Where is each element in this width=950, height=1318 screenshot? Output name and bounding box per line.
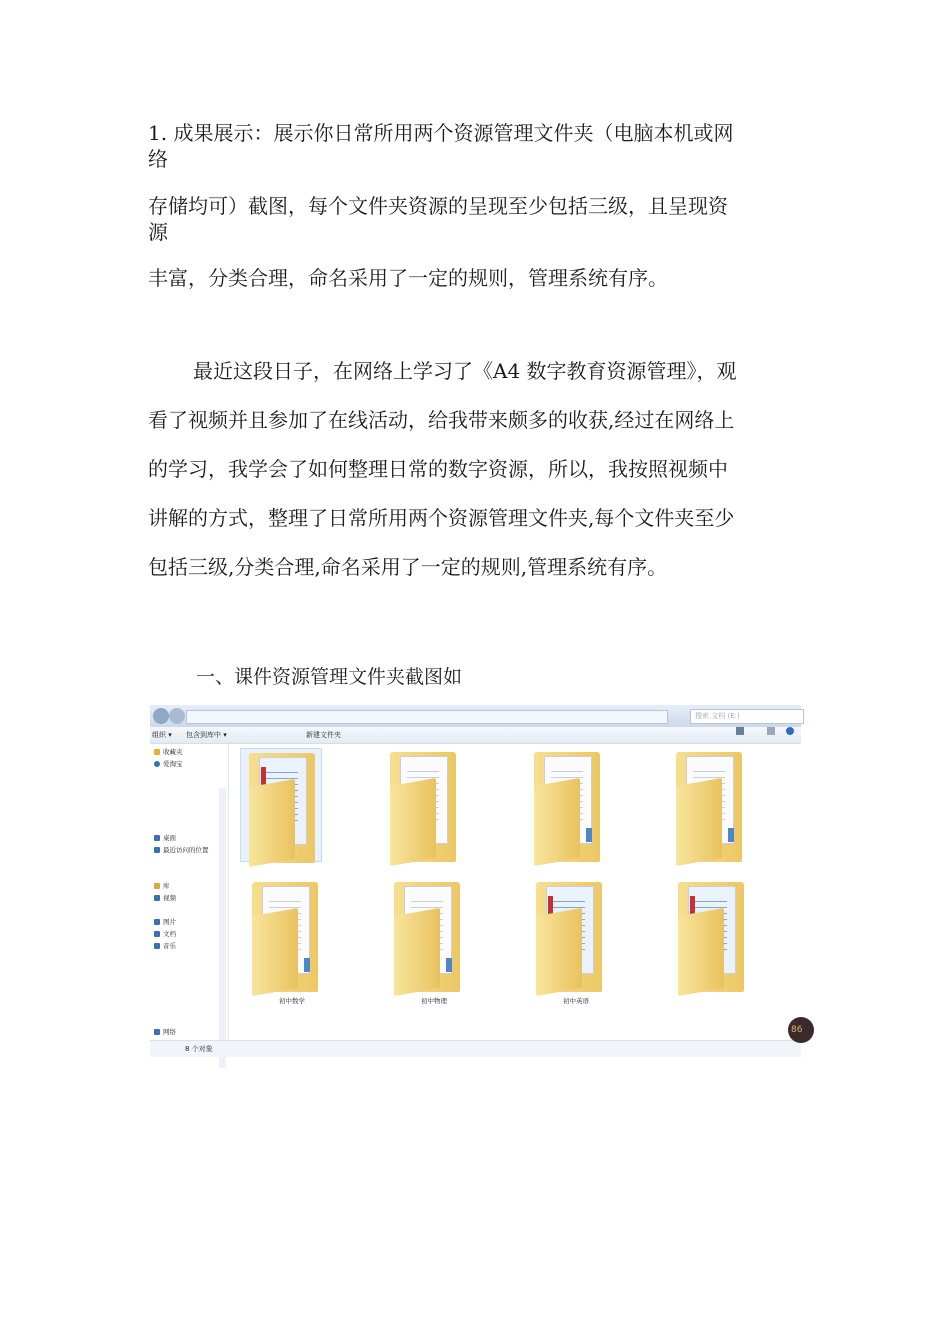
body-line-4: 讲解的方式，整理了日常所用两个资源管理文件夹,每个文件夹至少	[148, 506, 735, 530]
folder-icon	[390, 778, 436, 866]
explorer-screenshot	[150, 705, 801, 1056]
address-bar[interactable]	[186, 710, 668, 724]
sidebar-item-network[interactable]: 网络	[154, 1027, 176, 1037]
help-icon[interactable]	[786, 727, 794, 735]
folder-icon	[676, 778, 722, 866]
folder-item[interactable]	[526, 748, 606, 860]
new-folder-button[interactable]: 新建文件夹	[306, 731, 341, 739]
video-icon	[154, 895, 160, 901]
navigation-pane	[150, 744, 229, 1040]
command-bar	[150, 727, 801, 744]
task-line-5: 丰富，分类合理，命名采用了一定的规则，管理系统有序。	[148, 266, 668, 290]
body-line-3: 的学习，我学会了如何整理日常的数字资源，所以，我按照视频中	[148, 457, 728, 481]
file-list	[230, 744, 801, 1040]
network-icon	[154, 1029, 160, 1035]
folder-icon	[394, 908, 440, 996]
sidebar-item-library[interactable]: 库	[154, 881, 170, 891]
body-line-5: 包括三级,分类合理,命名采用了一定的规则,管理系统有序。	[148, 555, 668, 579]
folder-item[interactable]	[668, 748, 748, 860]
folder-item[interactable]	[240, 748, 322, 862]
folder-icon	[534, 778, 580, 866]
documents-icon	[154, 931, 160, 937]
folder-label-english: 初中英语	[563, 997, 589, 1005]
task-line-4: 源	[148, 220, 168, 244]
task-line-2: 络	[148, 147, 168, 171]
sidebar-item-pictures[interactable]: 图片	[154, 917, 176, 927]
sidebar-item-recent[interactable]: 最近访问的位置	[154, 845, 209, 855]
sidebar-item-video[interactable]: 视频	[154, 893, 176, 903]
body-line-2: 看了视频并且参加了在线活动，给我带来颇多的收获,经过在网络上	[148, 408, 735, 432]
library-icon	[154, 883, 160, 889]
include-library-button[interactable]: 包含到库中 ▾	[186, 731, 227, 739]
folder-icon	[536, 908, 582, 996]
forward-icon[interactable]	[169, 708, 185, 724]
folder-icon	[678, 908, 724, 996]
overlay-badge: 86	[788, 1017, 814, 1043]
task-line-1: 1. 成果展示：展示你日常所用两个资源管理文件夹（电脑本机或网	[148, 121, 734, 145]
body-line-1: 最近这段日子，在网络上学习了《A4 数字教育资源管理》，观	[193, 359, 737, 383]
folder-label-physics: 初中物理	[421, 997, 447, 1005]
item-count: 8 个对象	[185, 1045, 213, 1053]
sidebar-item-desktop[interactable]: 桌面	[154, 833, 176, 843]
folder-icon	[249, 779, 295, 867]
folder-item[interactable]	[382, 748, 462, 860]
sidebar-item-documents[interactable]: 文档	[154, 929, 176, 939]
folder-item[interactable]	[386, 878, 466, 990]
preview-pane-icon[interactable]	[767, 727, 775, 735]
sidebar-scrollbar[interactable]	[219, 788, 226, 1068]
star-icon	[154, 749, 160, 755]
sidebar-item-music[interactable]: 音乐	[154, 941, 176, 951]
recent-places-icon	[154, 847, 160, 853]
folder-item[interactable]	[670, 878, 750, 990]
folder-icon	[252, 908, 298, 996]
taobao-icon	[154, 761, 160, 767]
status-bar	[150, 1040, 801, 1057]
title-bar	[150, 705, 801, 727]
organize-button[interactable]: 组织 ▾	[152, 731, 172, 739]
section-heading: 一、课件资源管理文件夹截图如	[196, 666, 463, 688]
pictures-icon	[154, 919, 160, 925]
sidebar-item-favorites[interactable]: 收藏夹	[154, 747, 183, 757]
folder-label-math: 初中数学	[279, 997, 305, 1005]
music-icon	[154, 943, 160, 949]
folder-item[interactable]	[528, 878, 608, 990]
task-line-3: 存储均可）截图，每个文件夹资源的呈现至少包括三级，且呈现资	[148, 194, 728, 218]
search-input[interactable]: 搜索 文档 (E:)	[690, 709, 804, 724]
back-icon[interactable]	[153, 708, 169, 724]
folder-item[interactable]	[244, 878, 324, 990]
view-icon[interactable]	[736, 727, 744, 735]
desktop-icon	[154, 835, 160, 841]
sidebar-item-taobao[interactable]: 爱淘宝	[154, 759, 183, 769]
